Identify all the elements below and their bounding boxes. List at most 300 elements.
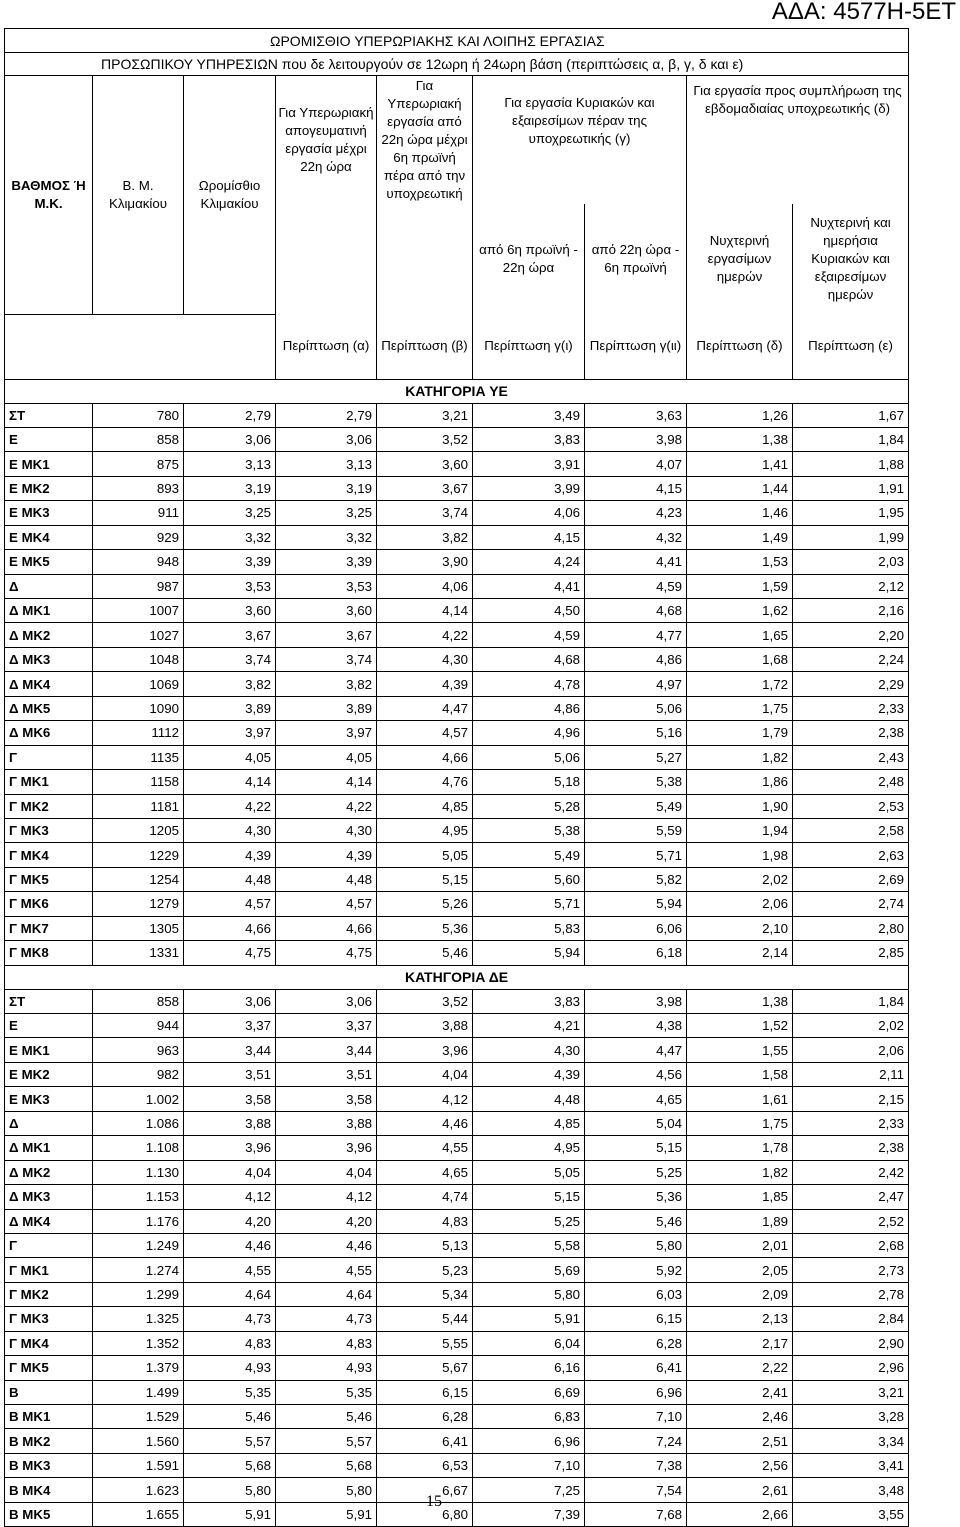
value-cell: 1,82	[687, 745, 793, 769]
value-cell: 1135	[93, 745, 184, 769]
value-cell: 4,20	[276, 1209, 377, 1233]
value-cell: 3,53	[276, 574, 377, 598]
value-cell: 4,96	[473, 721, 585, 745]
value-cell: 5,28	[473, 794, 585, 818]
value-cell: 4,93	[184, 1356, 276, 1380]
value-cell: 4,24	[473, 550, 585, 574]
value-cell: 3,51	[276, 1062, 377, 1086]
value-cell: 1,79	[687, 721, 793, 745]
value-cell: 1.623	[93, 1478, 184, 1502]
value-cell: 5,05	[473, 1160, 585, 1184]
value-cell: 5,55	[377, 1331, 473, 1355]
value-cell: 2,79	[276, 403, 377, 427]
value-cell: 4,12	[377, 1087, 473, 1111]
value-cell: 4,15	[473, 525, 585, 549]
value-cell: 1007	[93, 599, 184, 623]
value-cell: 3,32	[184, 525, 276, 549]
value-cell: 1090	[93, 696, 184, 720]
table-row	[5, 1014, 909, 1038]
value-cell: 2,68	[793, 1233, 909, 1257]
value-cell: 982	[93, 1062, 184, 1086]
grade-cell: ΣΤ	[5, 403, 93, 427]
value-cell: 3,39	[276, 550, 377, 574]
value-cell: 2,73	[793, 1258, 909, 1282]
value-cell: 1,52	[687, 1014, 793, 1038]
value-cell: 1229	[93, 843, 184, 867]
value-cell: 2,02	[687, 867, 793, 891]
value-cell: 1,99	[793, 525, 909, 549]
value-cell: 6,28	[585, 1331, 687, 1355]
value-cell: 6,41	[377, 1429, 473, 1453]
value-cell: 4,12	[184, 1185, 276, 1209]
table-row	[5, 403, 909, 427]
value-cell: 6,06	[585, 916, 687, 940]
header-spacer	[5, 314, 276, 379]
value-cell: 2,01	[687, 1233, 793, 1257]
value-cell: 5,71	[585, 843, 687, 867]
value-cell: 4,55	[276, 1258, 377, 1282]
value-cell: 5,23	[377, 1258, 473, 1282]
value-cell: 1.108	[93, 1136, 184, 1160]
value-cell: 4,93	[276, 1356, 377, 1380]
value-cell: 5,83	[473, 916, 585, 940]
value-cell: 5,36	[585, 1185, 687, 1209]
value-cell: 4,07	[585, 452, 687, 476]
value-cell: 2,63	[793, 843, 909, 867]
value-cell: 3,90	[377, 550, 473, 574]
table-row	[5, 770, 909, 794]
value-cell: 4,12	[276, 1185, 377, 1209]
value-cell: 1,44	[687, 476, 793, 500]
value-cell: 4,30	[473, 1038, 585, 1062]
value-cell: 3,41	[793, 1453, 909, 1477]
value-cell: 4,04	[276, 1160, 377, 1184]
value-cell: 3,74	[184, 647, 276, 671]
table-row	[5, 1478, 909, 1502]
table-row	[5, 501, 909, 525]
value-cell: 5,04	[585, 1111, 687, 1135]
table-row	[5, 1136, 909, 1160]
value-cell: 5,68	[184, 1453, 276, 1477]
table-row	[5, 525, 909, 549]
value-cell: 4,74	[377, 1185, 473, 1209]
value-cell: 7,38	[585, 1453, 687, 1477]
value-cell: 4,95	[377, 818, 473, 842]
grade-cell: Δ ΜΚ1	[5, 599, 93, 623]
value-cell: 2,66	[687, 1502, 793, 1526]
value-cell: 5,94	[585, 892, 687, 916]
value-cell: 5,46	[184, 1405, 276, 1429]
value-cell: 4,47	[585, 1038, 687, 1062]
grade-cell: Γ ΜΚ5	[5, 1356, 93, 1380]
value-cell: 3,63	[585, 403, 687, 427]
value-cell: 4,48	[473, 1087, 585, 1111]
value-cell: 4,85	[473, 1111, 585, 1135]
table-row	[5, 818, 909, 842]
value-cell: 5,57	[184, 1429, 276, 1453]
value-cell: 7,54	[585, 1478, 687, 1502]
value-cell: 3,88	[184, 1111, 276, 1135]
header-case-g1: από 6η πρωϊνή - 22η ώρα	[473, 204, 585, 314]
table-row	[5, 550, 909, 574]
value-cell: 4,68	[585, 599, 687, 623]
value-cell: 1,41	[687, 452, 793, 476]
value-cell: 3,44	[184, 1038, 276, 1062]
value-cell: 4,47	[377, 696, 473, 720]
value-cell: 1112	[93, 721, 184, 745]
grade-cell: Γ ΜΚ5	[5, 867, 93, 891]
grade-cell: Δ ΜΚ2	[5, 623, 93, 647]
value-cell: 4,48	[184, 867, 276, 891]
value-cell: 3,19	[276, 476, 377, 500]
grade-cell: Γ ΜΚ7	[5, 916, 93, 940]
value-cell: 4,39	[377, 672, 473, 696]
value-cell: 2,96	[793, 1356, 909, 1380]
value-cell: 1,75	[687, 1111, 793, 1135]
value-cell: 3,96	[276, 1136, 377, 1160]
table-row	[5, 1209, 909, 1233]
value-cell: 1,88	[793, 452, 909, 476]
value-cell: 5,91	[184, 1502, 276, 1526]
value-cell: 1,90	[687, 794, 793, 818]
table-row	[5, 1356, 909, 1380]
value-cell: 4,55	[377, 1136, 473, 1160]
value-cell: 2,33	[793, 696, 909, 720]
value-cell: 4,46	[276, 1233, 377, 1257]
value-cell: 3,98	[585, 427, 687, 451]
value-cell: 5,15	[377, 867, 473, 891]
value-cell: 3,21	[377, 403, 473, 427]
value-cell: 944	[93, 1014, 184, 1038]
value-cell: 2,22	[687, 1356, 793, 1380]
value-cell: 4,39	[473, 1062, 585, 1086]
header-case-g2: από 22η ώρα - 6η πρωϊνή	[585, 204, 687, 314]
value-cell: 2,33	[793, 1111, 909, 1135]
table-title-1: ΩΡΟΜΙΣΘΙΟ ΥΠΕΡΩΡΙΑΚΗΣ ΚΑΙ ΛΟΙΠΗΣ ΕΡΓΑΣΙΑΣ	[5, 29, 909, 53]
value-cell: 6,18	[585, 941, 687, 965]
value-cell: 3,13	[276, 452, 377, 476]
value-cell: 1,38	[687, 427, 793, 451]
value-cell: 2,85	[793, 941, 909, 965]
table-row	[5, 1429, 909, 1453]
value-cell: 2,42	[793, 1160, 909, 1184]
value-cell: 1.153	[93, 1185, 184, 1209]
value-cell: 3,82	[377, 525, 473, 549]
table-row	[5, 867, 909, 891]
value-cell: 3,60	[377, 452, 473, 476]
value-cell: 4,64	[184, 1282, 276, 1306]
value-cell: 1,98	[687, 843, 793, 867]
value-cell: 2,05	[687, 1258, 793, 1282]
value-cell: 4,95	[473, 1136, 585, 1160]
value-cell: 7,10	[585, 1405, 687, 1429]
value-cell: 3,58	[276, 1087, 377, 1111]
value-cell: 5,16	[585, 721, 687, 745]
grade-cell: Δ ΜΚ5	[5, 696, 93, 720]
grade-cell: Β ΜΚ3	[5, 1453, 93, 1477]
page-number: 15	[426, 1493, 442, 1510]
value-cell: 4,04	[184, 1160, 276, 1184]
value-cell: 7,68	[585, 1502, 687, 1526]
value-cell: 2,41	[687, 1380, 793, 1404]
value-cell: 6,53	[377, 1453, 473, 1477]
value-cell: 4,15	[585, 476, 687, 500]
value-cell: 4,59	[585, 574, 687, 598]
value-cell: 3,53	[184, 574, 276, 598]
grade-cell: Γ ΜΚ8	[5, 941, 93, 965]
value-cell: 6,96	[585, 1380, 687, 1404]
overtime-rates-table	[4, 28, 909, 1527]
value-cell: 2,38	[793, 1136, 909, 1160]
table-row	[5, 721, 909, 745]
value-cell: 3,34	[793, 1429, 909, 1453]
value-cell: 1,38	[687, 989, 793, 1013]
value-cell: 4,83	[377, 1209, 473, 1233]
value-cell: 4,64	[276, 1282, 377, 1306]
value-cell: 5,59	[585, 818, 687, 842]
value-cell: 5,46	[585, 1209, 687, 1233]
value-cell: 5,92	[585, 1258, 687, 1282]
value-cell: 3,67	[276, 623, 377, 647]
value-cell: 5,35	[184, 1380, 276, 1404]
value-cell: 2,48	[793, 770, 909, 794]
value-cell: 4,22	[377, 623, 473, 647]
value-cell: 3,28	[793, 1405, 909, 1429]
value-cell: 1,55	[687, 1038, 793, 1062]
header-case-label-e: Περίπτωση (ε)	[793, 314, 909, 379]
value-cell: 4,14	[184, 770, 276, 794]
value-cell: 4,97	[585, 672, 687, 696]
value-cell: 4,73	[276, 1307, 377, 1331]
value-cell: 4,65	[377, 1160, 473, 1184]
value-cell: 3,52	[377, 989, 473, 1013]
grade-cell: Ε ΜΚ4	[5, 525, 93, 549]
value-cell: 1.176	[93, 1209, 184, 1233]
table-row	[5, 1185, 909, 1209]
value-cell: 3,60	[184, 599, 276, 623]
value-cell: 1,84	[793, 989, 909, 1013]
value-cell: 3,55	[793, 1502, 909, 1526]
value-cell: 3,39	[184, 550, 276, 574]
header-case-label-d: Περίπτωση (δ)	[687, 314, 793, 379]
value-cell: 1,72	[687, 672, 793, 696]
value-cell: 3,99	[473, 476, 585, 500]
grade-cell: Γ ΜΚ1	[5, 1258, 93, 1282]
value-cell: 6,80	[377, 1502, 473, 1526]
value-cell: 1,86	[687, 770, 793, 794]
value-cell: 4,57	[184, 892, 276, 916]
value-cell: 4,86	[585, 647, 687, 671]
value-cell: 5,49	[473, 843, 585, 867]
value-cell: 5,34	[377, 1282, 473, 1306]
value-cell: 4,77	[585, 623, 687, 647]
value-cell: 3,88	[276, 1111, 377, 1135]
value-cell: 1,85	[687, 1185, 793, 1209]
value-cell: 2,16	[793, 599, 909, 623]
value-cell: 5,18	[473, 770, 585, 794]
table-row	[5, 1062, 909, 1086]
value-cell: 3,25	[276, 501, 377, 525]
value-cell: 2,24	[793, 647, 909, 671]
value-cell: 2,52	[793, 1209, 909, 1233]
value-cell: 6,15	[377, 1380, 473, 1404]
value-cell: 3,96	[377, 1038, 473, 1062]
header-case-label-g2: Περίπτωση γ(ιι)	[585, 314, 687, 379]
value-cell: 3,97	[184, 721, 276, 745]
value-cell: 3,91	[473, 452, 585, 476]
value-cell: 1.086	[93, 1111, 184, 1135]
value-cell: 4,65	[585, 1087, 687, 1111]
grade-cell: Δ ΜΚ3	[5, 647, 93, 671]
value-cell: 2,90	[793, 1331, 909, 1355]
value-cell: 1,68	[687, 647, 793, 671]
value-cell: 1,84	[793, 427, 909, 451]
value-cell: 948	[93, 550, 184, 574]
ada-code: ΑΔΑ: 4577Η-5ΕΤ	[771, 0, 956, 25]
value-cell: 5,82	[585, 867, 687, 891]
grade-cell: Γ	[5, 745, 93, 769]
value-cell: 2,11	[793, 1062, 909, 1086]
value-cell: 858	[93, 989, 184, 1013]
grade-cell: Γ ΜΚ2	[5, 1282, 93, 1306]
value-cell: 5,69	[473, 1258, 585, 1282]
value-cell: 4,66	[377, 745, 473, 769]
grade-cell: Δ ΜΚ6	[5, 721, 93, 745]
value-cell: 4,39	[276, 843, 377, 867]
value-cell: 5,06	[473, 745, 585, 769]
value-cell: 2,02	[793, 1014, 909, 1038]
value-cell: 1158	[93, 770, 184, 794]
value-cell: 1.299	[93, 1282, 184, 1306]
value-cell: 2,20	[793, 623, 909, 647]
grade-cell: Ε ΜΚ1	[5, 452, 93, 476]
value-cell: 3,37	[184, 1014, 276, 1038]
value-cell: 3,67	[184, 623, 276, 647]
value-cell: 6,28	[377, 1405, 473, 1429]
value-cell: 6,03	[585, 1282, 687, 1306]
grade-cell: ΣΤ	[5, 989, 93, 1013]
value-cell: 2,09	[687, 1282, 793, 1306]
value-cell: 3,60	[276, 599, 377, 623]
value-cell: 1,49	[687, 525, 793, 549]
table-row	[5, 916, 909, 940]
header-case-a: Για Υπερωριακή απογευματινή εργασία μέχρι 22η ώρα	[276, 76, 377, 205]
grade-cell: Δ ΜΚ4	[5, 1209, 93, 1233]
header-case-d: Για εργασία προς συμπλήρωση της εβδομαδιαίας υποχρεωτικής (δ)	[687, 76, 909, 205]
value-cell: 1.130	[93, 1160, 184, 1184]
value-cell: 4,14	[377, 599, 473, 623]
grade-cell: Β ΜΚ2	[5, 1429, 93, 1453]
value-cell: 1254	[93, 867, 184, 891]
grade-cell: Γ ΜΚ4	[5, 1331, 93, 1355]
grade-cell: Γ	[5, 1233, 93, 1257]
value-cell: 4,20	[184, 1209, 276, 1233]
table-row	[5, 1258, 909, 1282]
table-row	[5, 427, 909, 451]
value-cell: 4,05	[184, 745, 276, 769]
value-cell: 2,43	[793, 745, 909, 769]
grade-cell: Ε ΜΚ5	[5, 550, 93, 574]
grade-cell: Δ ΜΚ2	[5, 1160, 93, 1184]
value-cell: 7,10	[473, 1453, 585, 1477]
table-row	[5, 672, 909, 696]
value-cell: 1,91	[793, 476, 909, 500]
value-cell: 4,50	[473, 599, 585, 623]
category-row	[5, 965, 909, 989]
value-cell: 2,15	[793, 1087, 909, 1111]
value-cell: 1069	[93, 672, 184, 696]
value-cell: 3,82	[276, 672, 377, 696]
value-cell: 1,95	[793, 501, 909, 525]
value-cell: 4,38	[585, 1014, 687, 1038]
value-cell: 875	[93, 452, 184, 476]
value-cell: 2,79	[184, 403, 276, 427]
value-cell: 3,58	[184, 1087, 276, 1111]
value-cell: 3,51	[184, 1062, 276, 1086]
grade-cell: Γ ΜΚ1	[5, 770, 93, 794]
value-cell: 4,22	[184, 794, 276, 818]
value-cell: 4,76	[377, 770, 473, 794]
value-cell: 780	[93, 403, 184, 427]
value-cell: 4,66	[184, 916, 276, 940]
value-cell: 1027	[93, 623, 184, 647]
header-case-b: Για Υπερωριακή εργασία από 22η ώρα μέχρι 6η πρωϊνή πέρα από την υποχρεωτική	[377, 76, 473, 205]
value-cell: 3,74	[377, 501, 473, 525]
value-cell: 4,23	[585, 501, 687, 525]
value-cell: 4,04	[377, 1062, 473, 1086]
value-cell: 6,83	[473, 1405, 585, 1429]
value-cell: 3,98	[585, 989, 687, 1013]
value-cell: 3,06	[184, 427, 276, 451]
value-cell: 6,67	[377, 1478, 473, 1502]
value-cell: 2,17	[687, 1331, 793, 1355]
value-cell: 1,59	[687, 574, 793, 598]
value-cell: 6,96	[473, 1429, 585, 1453]
value-cell: 5,60	[473, 867, 585, 891]
value-cell: 5,58	[473, 1233, 585, 1257]
table-row	[5, 696, 909, 720]
table-title-2: ΠΡΟΣΩΠΙΚΟΥ ΥΠΗΡΕΣΙΩΝ που δε λειτουργούν σε 12ωρη ή 24ωρη βάση (περιπτώσεις α, β, γ, δ και ε)	[5, 53, 909, 76]
value-cell: 5,36	[377, 916, 473, 940]
value-cell: 2,84	[793, 1307, 909, 1331]
value-cell: 1.352	[93, 1331, 184, 1355]
value-cell: 3,06	[184, 989, 276, 1013]
table-row	[5, 1380, 909, 1404]
value-cell: 5,57	[276, 1429, 377, 1453]
value-cell: 5,94	[473, 941, 585, 965]
value-cell: 1.379	[93, 1356, 184, 1380]
value-cell: 3,06	[276, 427, 377, 451]
value-cell: 2,61	[687, 1478, 793, 1502]
value-cell: 1,53	[687, 550, 793, 574]
value-cell: 1,65	[687, 623, 793, 647]
value-cell: 4,41	[585, 550, 687, 574]
value-cell: 1.325	[93, 1307, 184, 1331]
value-cell: 1,89	[687, 1209, 793, 1233]
value-cell: 4,22	[276, 794, 377, 818]
value-cell: 3,21	[793, 1380, 909, 1404]
value-cell: 4,57	[377, 721, 473, 745]
value-cell: 2,14	[687, 941, 793, 965]
value-cell: 2,29	[793, 672, 909, 696]
value-cell: 1,58	[687, 1062, 793, 1086]
value-cell: 2,74	[793, 892, 909, 916]
value-cell: 5,25	[585, 1160, 687, 1184]
value-cell: 4,21	[473, 1014, 585, 1038]
value-cell: 858	[93, 427, 184, 451]
value-cell: 4,75	[276, 941, 377, 965]
header-hourly-rate: Ωρομίσθιο Κλιμακίου	[184, 76, 276, 315]
